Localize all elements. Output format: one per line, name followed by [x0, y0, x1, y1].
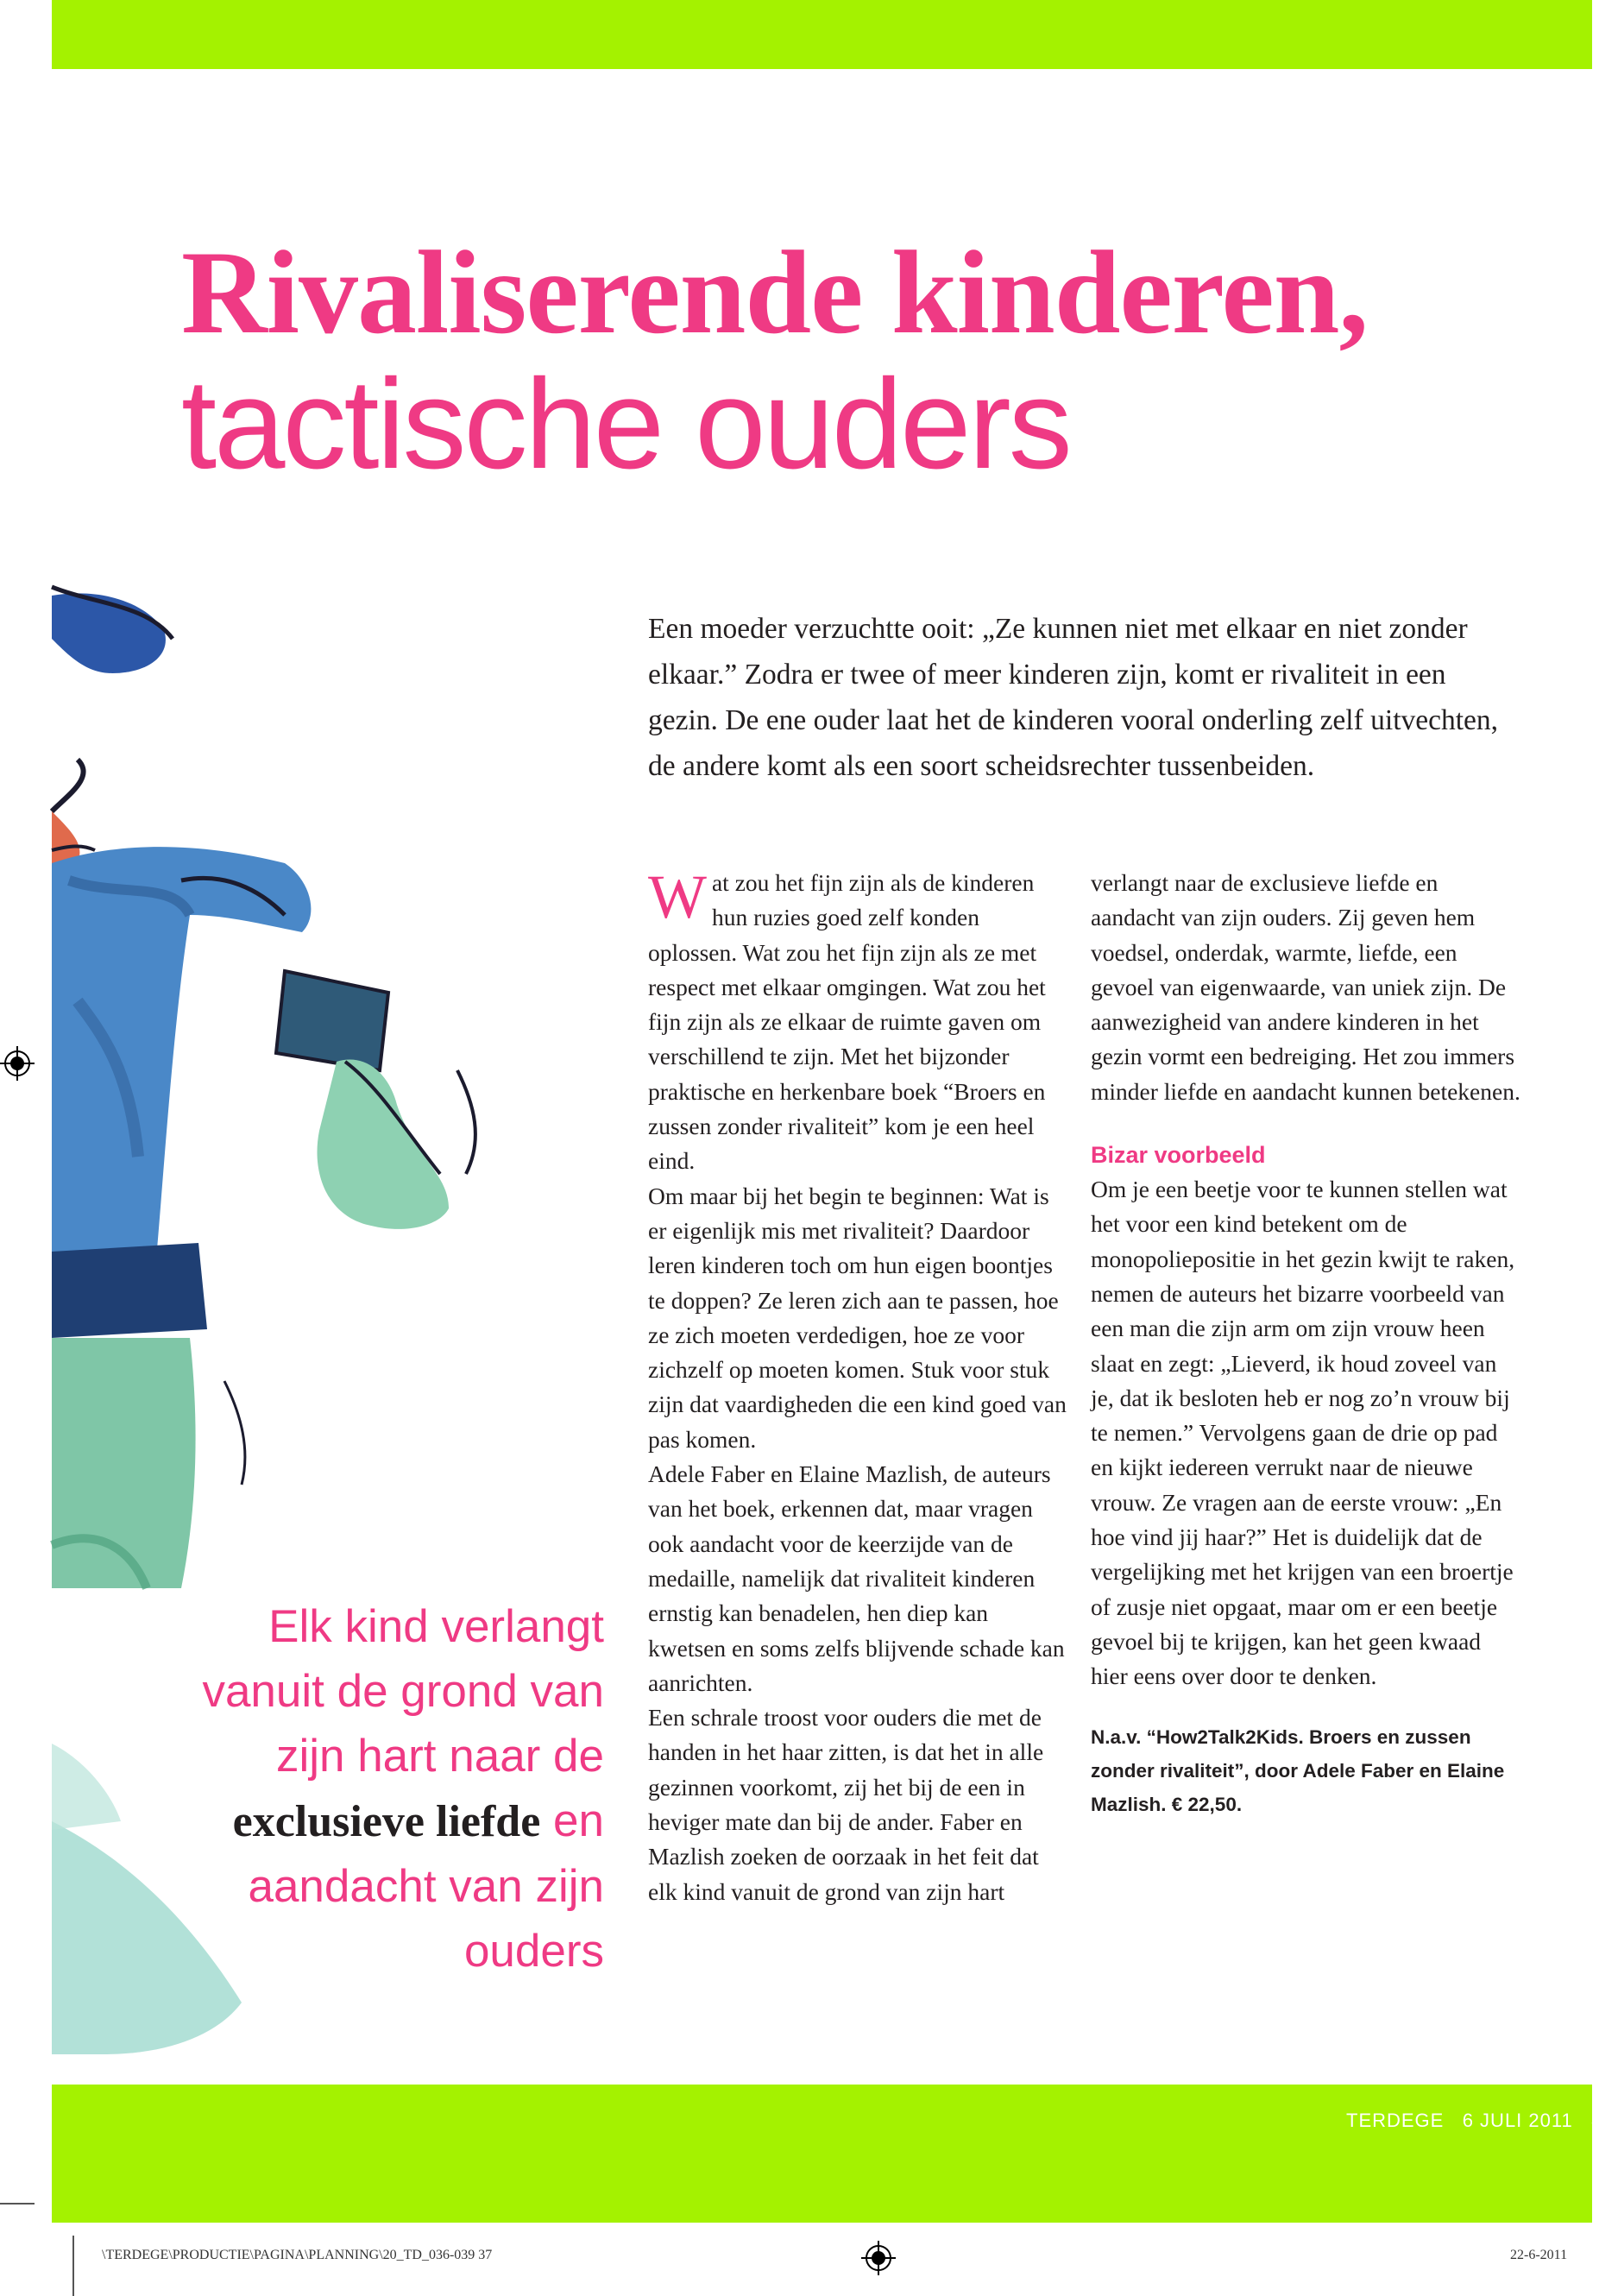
registration-mark-icon — [861, 2241, 896, 2275]
crop-mark — [72, 2236, 74, 2296]
page-number: 37 — [1591, 2106, 1618, 2132]
intro-paragraph: Een moeder verzuchtte ooit: „Ze kunnen niet met elkaar en niet zonder elkaar.” Zodra er twee of meer kinderen zijn, komt er rivaliteit in een gezin. De ene ouder laat het de kinderen vooral onderling zelf uitvechten, de andere komt als een soort scheidsrechter tussenbeiden. — [648, 612, 1499, 782]
top-color-band — [52, 0, 1592, 69]
production-slug: \TERDEGE\PRODUCTIE\PAGINA\PLANNING\20_TD_036-039 37 — [102, 2248, 493, 2262]
paragraph — [648, 862, 1071, 1179]
magazine-name: TERDEGE — [1346, 2110, 1445, 2131]
pull-quote-emphasis: exclusieve liefde — [232, 1797, 541, 1846]
subheading: Bizar voorbeeld — [1091, 1142, 1266, 1169]
issue-date: 6 JULI 2011 — [1462, 2110, 1573, 2131]
bottom-color-band — [52, 2085, 1592, 2223]
book-credit: N.a.v. “How2Talk2Kids. Broers en zussen zonder rivaliteit”, door Adele Faber en Elaine Mazlish. € 22,50. — [1091, 1725, 1505, 1815]
pull-quote-text: Elk kind verlangt vanuit de grond van zijn hart naar de — [202, 1601, 604, 1782]
title-line-2: tactische ouders — [181, 353, 1070, 495]
article-column-right — [1091, 866, 1522, 1821]
production-date: 22-6-2011 — [1510, 2248, 1568, 2262]
folio — [1346, 2106, 1618, 2133]
paragraph: Adele Faber en Elaine Mazlish, de auteurs van het boek, erkennen dat, maar vragen ook aandacht voor de keerzijde van de medaille, namelijk dat rivaliteit kinderen ernstig kan benadelen, hen diep kan kwetsen en soms zelfs blijvende schade kan aanrichten. — [648, 1460, 1065, 1696]
title-line-1: Rivaliserende kinderen, — [181, 226, 1368, 358]
registration-mark-icon — [0, 1046, 35, 1081]
paragraph-text: at zou het fijn zijn als de kinderen hun ruzies goed zelf konden oplossen. Wat zou het fijn zijn als ze met respect met elkaar omgingen. Wat zou het fijn zijn als ze elkaar de ruimte gaven om verschillend te zijn. Met het bijzonder praktische en herkenbare boek “Broers en zussen zonder rivaliteit” kom je een heel eind. — [648, 869, 1046, 1175]
paragraph: Een schrale troost voor ouders die met de handen in het haar zitten, is dat het in alle gezinnen voorkomt, zij het bij de een in heviger mate dan bij de ander. Faber en Mazlish zoeken de oorzaak in het feit dat elk kind vanuit de grond van zijn hart — [648, 1704, 1044, 1905]
crop-mark — [0, 2203, 35, 2205]
paragraph: Om je een beetje voor te kunnen stellen wat het voor een kind betekent om de monopoliepositie in het gezin kwijt te raken, nemen de auteurs het bizarre voorbeeld van een man die zijn arm om zijn vrouw heen slaat en zegt: „Lieverd, ik houd zoveel van je, dat ik besloten heb er nog zo’n vrouw bij te nemen.” Vervolgens gaan de drie op pad en kijkt iedereen verrukt naar de nieuwe vrouw. Ze vragen aan de eerste vrouw: „En hoe vind jij haar?” Het is duidelijk dat de vergelijking met het krijgen van een broertje of zusje niet opgaat, maar om er een beetje gevoel bij te krijgen, kan het geen kwaad hier eens over door te denken. — [1091, 1176, 1515, 1690]
drop-cap: W — [648, 862, 707, 931]
article-column-middle — [648, 862, 1071, 1909]
pull-quote-text: en aandacht van zijn ouders — [248, 1795, 604, 1977]
pull-quote — [190, 1594, 604, 1984]
article-title — [181, 226, 1368, 495]
paragraph: Om maar bij het begin te beginnen: Wat is er eigenlijk mis met rivaliteit? Daardoor leren kinderen toch om hun eigen boontjes te doppen? Ze leren zich aan te passen, hoe ze zich moeten verdedigen, hoe ze voor zichzelf op moeten komen. Stuk voor stuk zijn dat vaardigheden die een kind goed van pas komen. — [648, 1182, 1067, 1453]
paragraph: verlangt naar de exclusieve liefde en aandacht van zijn ouders. Zij geven hem voedsel, onderdak, warmte, liefde, een gevoel van eigenwaarde, van uniek zijn. De aanwezigheid van andere kinderen in het gezin vormt een bedreiging. Het zou immers minder liefde en aandacht kunnen betekenen. — [1091, 869, 1520, 1105]
